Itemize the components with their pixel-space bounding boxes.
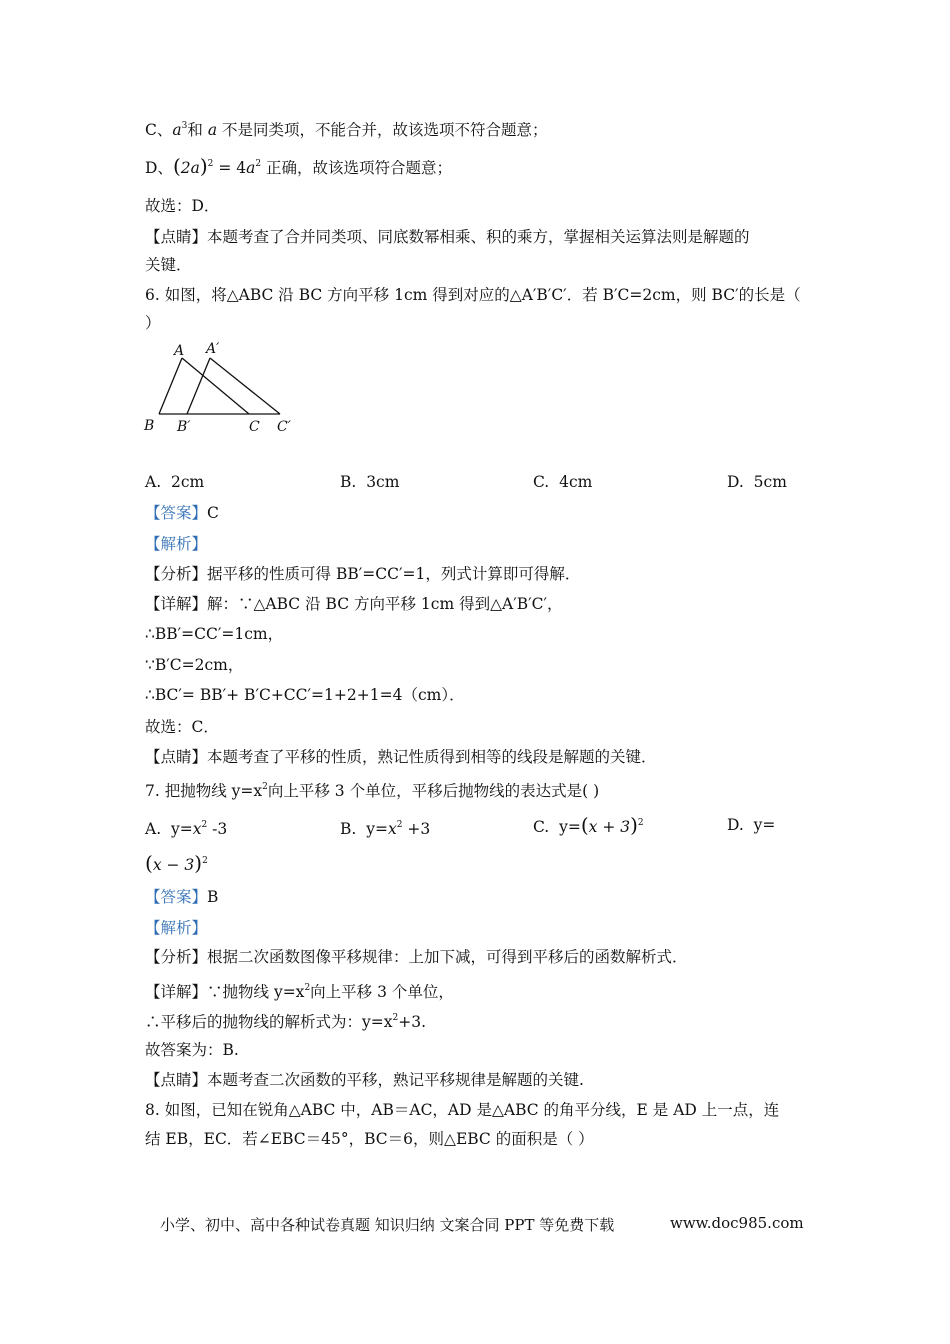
q7-choice: 故答案为：B. [145,1041,239,1059]
q6-stem-line1: 6. 如图，将△ABC 沿 BC 方向平移 1cm 得到对应的△A′B′C′．若 B′C=2cm，则 BC′的长是（ [145,286,801,304]
q6-option-d: D. 5cm [727,473,787,491]
q6-xiangjie-4: ∴BC′= BB′+ B′C+CC′=1+2+1=4（cm）． [145,686,465,704]
label-c-prime: C′ [277,419,291,435]
q7-option-d: D. y= [727,816,776,834]
q6-comment: 【点睛】本题考查了平移的性质，熟记性质得到相等的线段是解题的关键． [145,748,657,766]
q8-stem-line1: 8. 如图，已知在锐角△ABC 中，AB＝AC，AD 是△ABC 的角平分线，E 是 AD 上一点，连 [145,1101,780,1119]
q6-stem-line2: ） [145,314,161,332]
q6-option-c: C. 4cm [533,473,593,491]
q6-choice: 故选：C． [145,718,219,736]
q6-analysis-tag: 【解析】 [145,535,208,553]
label-a-prime: A′ [206,341,220,357]
label-b: B [144,418,155,434]
q6-xiangjie-3: ∵B′C=2cm， [145,656,244,674]
q7-answer: 【答案】B [145,888,219,906]
q6-fenxi: 【分析】据平移的性质可得 BB′=CC′=1，列式计算即可得解． [145,565,581,583]
q6-option-a: A. 2cm [145,473,205,491]
q7-comment: 【点睛】本题考查二次函数的平移，熟记平移规律是解题的关键. [145,1071,584,1089]
footer-url[interactable]: www.doc985.com [670,1214,804,1232]
q7-analysis-tag: 【解析】 [145,919,208,937]
q7-stem: 7. 把抛物线 $y=x^2$向上平移 3 个单位，平移后抛物线的表达式是( ) [145,782,600,800]
q5-comment-line2: 关键． [145,256,192,274]
page-footer [160,1214,804,1235]
q6-answer: 【答案】C [145,504,219,522]
q7-fenxi: 【分析】根据二次函数图像平移规律：上加下减，可得到平移后的函数解析式． [145,948,688,966]
q6-xiangjie-2: ∴BB′=CC′=1cm， [145,625,284,643]
q6-translation-figure [140,338,300,438]
footer-text: 小学、初中、高中各种试卷真题 知识归纳 文案合同 PPT 等免费下载 [160,1216,615,1234]
q6-xiangjie-1: 【详解】解：∵△ABC 沿 BC 方向平移 1cm 得到△A′B′C′， [145,595,563,613]
q5-option-c-explanation: C、$a^3$和 a 不是同类项，不能合并，故该选项不符合题意； [145,121,548,139]
q7-option-a: A. $y=x^2$ -3 [145,820,228,838]
q5-option-d-explanation: D、$(2a)^2 = 4a^2$ 正确，故该选项符合题意； [145,154,453,178]
label-a: A [174,343,185,359]
label-b-prime: B′ [177,419,191,435]
label-c: C [249,419,260,435]
q6-option-b: B. 3cm [340,473,400,491]
q7-option-c: C. $y=(x + 3)^2$ [533,813,644,837]
q7-xiangjie-1: 【详解】∵抛物线 $y=x^2$向上平移 3 个单位， [145,983,454,1001]
q5-choice: 故选：D． [145,197,220,215]
q5-comment-line1: 【点睛】本题考查了合并同类项、同底数幂相乘、积的乘方，掌握相关运算法则是解题的 [145,228,750,246]
q7-option-b: B. $y=x^2 +3$ [340,820,431,838]
comment-tag: 【点睛】 [145,228,208,246]
q7-option-d-expr: $(x - 3)^2$ [145,851,208,875]
answer-tag: 【答案】 [145,504,208,522]
q7-xiangjie-2: ∴平移后的抛物线的解析式为：$y=x^2+3$. [145,1013,427,1031]
q8-stem-line2: 结 EB，EC．若∠EBC＝45°，BC＝6，则△EBC 的面积是（ ） [145,1130,594,1148]
